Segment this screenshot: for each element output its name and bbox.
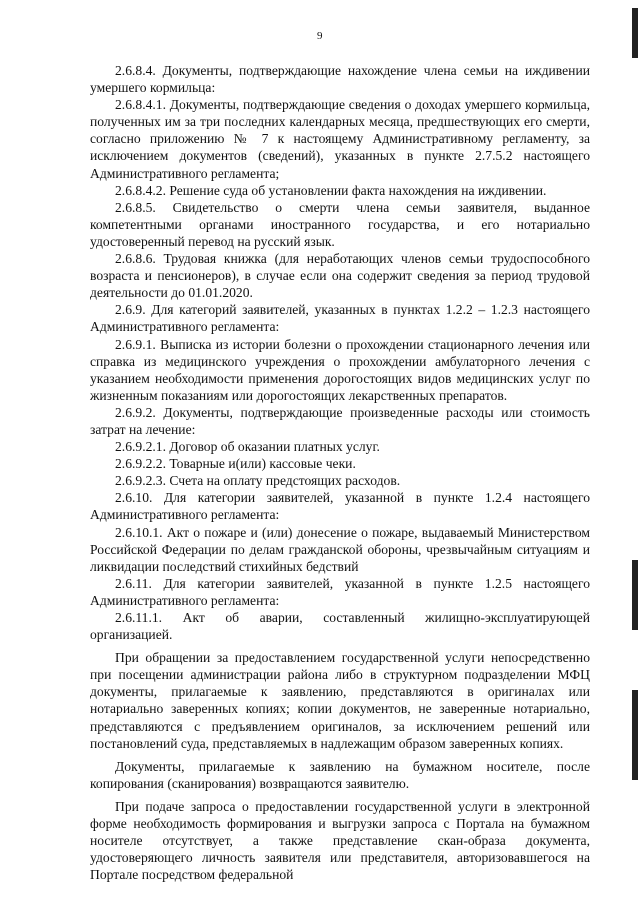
paragraph: 2.6.8.4. Документы, подтверждающие нахождение члена семьи на иждивении умершего кормильца: xyxy=(90,63,590,96)
paragraph: Документы, прилагаемые к заявлению на бумажном носителе, после копирования (сканирования) возвращаются заявителю. xyxy=(90,758,590,791)
paragraph: 2.6.10.1. Акт о пожаре и (или) донесение о пожаре, выдаваемый Министерством Российской Федерации по делам гражданской обороны, чрезвычайным ситуациям и ликвидации последствий стихийных бедствий xyxy=(90,524,590,574)
paragraph: 2.6.9.2.1. Договор об оказании платных услуг. xyxy=(115,439,380,455)
paragraph: При обращении за предоставлением государственной услуги непосредственно при посещении администрации района либо в структурном подразделении МФЦ документы, прилагаемые к заявлению, представляются в оригиналах или нотариально заверенных копиях; копии документов, не заверенные нотариально, представляются с предъявлением оригиналов, за исключением решений или постановлений суда, представляемых в надлежащим образом заверенных копиях. xyxy=(90,650,590,751)
scan-edge-mark-middle xyxy=(632,560,638,630)
paragraph: 2.6.11. Для категории заявителей, указанной в пункте 1.2.5 настоящего Административного регламента: xyxy=(90,575,590,608)
page-number: 9 xyxy=(317,30,323,42)
paragraph: 2.6.9.2. Документы, подтверждающие произведенные расходы или стоимость затрат на лечение: xyxy=(90,404,590,437)
paragraph: 2.6.10. Для категории заявителей, указанной в пункте 1.2.4 настоящего Административного регламента: xyxy=(90,490,590,523)
paragraph: 2.6.9.2.2. Товарные и(или) кассовые чеки. xyxy=(115,456,356,472)
paragraph: 2.6.8.4.1. Документы, подтверждающие сведения о доходах умершего кормильца, полученных им за три последних календарных месяца, предшествующих его смерти, согласно приложению № 7 к настоящему Административному регламенту, за исключением документов (сведений), указанных в пункте 2.7.5.2 настоящего Административного регламента; xyxy=(90,97,590,181)
scan-edge-mark-top xyxy=(632,8,638,58)
paragraph: 2.6.8.5. Свидетельство о смерти члена семьи заявителя, выданное компетентными органами иностранного государства, и его нотариально удостоверенный перевод на русский язык. xyxy=(90,199,590,249)
paragraph: При подаче запроса о предоставлении государственной услуги в электронной форме необходимость формирования и выгрузки запроса с Портала на бумажном носителе отсутствует, а также представление скан-образа документа, удостоверяющего личность заявителя или представителя, авторизовавшегося на Портале посредством федеральной xyxy=(90,798,590,883)
paragraph: 2.6.8.4.2. Решение суда об установлении факта нахождения на иждивении. xyxy=(115,182,547,198)
paragraph: 2.6.9.1. Выписка из истории болезни о прохождении стационарного лечения или справка из медицинского учреждения о прохождении амбулаторного лечения с указанием необходимости применения дорогостоящих видов медицинских услуг по жизненным показаниям или дорогостоящих лекарственных препаратов. xyxy=(90,336,590,403)
document-body xyxy=(90,62,590,883)
scan-edge-mark-bottom xyxy=(632,690,638,780)
paragraph: 2.6.9. Для категорий заявителей, указанных в пунктах 1.2.2 – 1.2.3 настоящего Административного регламента: xyxy=(90,302,590,335)
paragraph: 2.6.11.1. Акт об аварии, составленный жилищно-эксплуатирующей организацией. xyxy=(90,610,590,643)
paragraph: 2.6.8.6. Трудовая книжка (для неработающих членов семьи трудоспособного возраста и пенсионеров), в случае если она содержит сведения за период трудовой деятельности до 01.01.2020. xyxy=(90,251,590,301)
paragraph: 2.6.9.2.3. Счета на оплату предстоящих расходов. xyxy=(115,473,401,489)
